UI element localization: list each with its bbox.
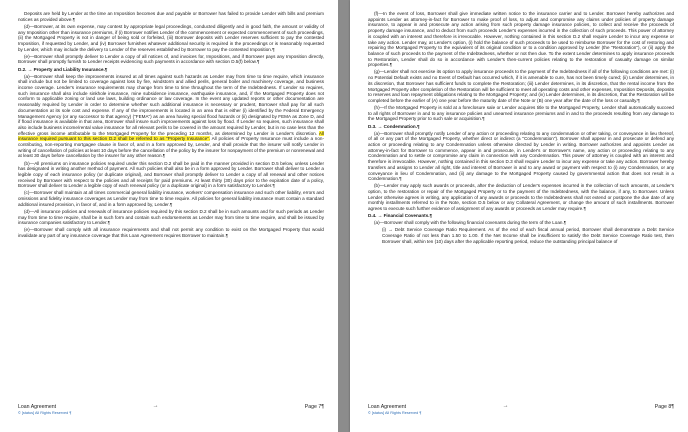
paragraph-text: (a)—Borrower shall keep the improvements insured at all times against such hazards as Lender may from time to time require, which insurance shall include but not be limited to coverage against loss by fire, windstorm and allied perils, general boiler and machinery coverage, and business income coverage. Lender's insurance requirements may change from time to time throughout the term of the Indebtedness. If Lender so requires, such insurance shall also include sinkhole insurance, mine subsidence insurance, earthquake insurance, and, if the Mortgaged Property does not conform to applicable zoning or land use laws, building ordinance or law coverage. In the event any updated reports or other documentation are reasonably required by Lender in order to determine whether such additional insurance is necessary or prudent, Borrower shall pay for all such documentation at its sole cost and expense. If any of the improvements is located in an area that is either (i) identified by the Federal Emergency Management Agency (or any successor to that agency) ("FEMA") as an area having special flood hazards or (ii) designated by FEMA as Zone D, and if flood insurance is available in that area, Borrower shall insure such improvements against loss by flood. If Lender so requires, such insurance shall also include business income/rental value insurance for all relevant perils to be covered in the amount required by Lender, but in no case less than the effective gross income attributable to the Mortgaged Property for the preceding 12 months, as determined by Lender in Lender's discretion. — [18, 73, 324, 136]
section-heading: D.2. → Property and Liability Insurance.¶ — [18, 66, 108, 72]
paragraph: (c)—Borrower shall maintain at all times commercial general liability insurance, workers' compensation insurance and such other liability, errors and omissions and fidelity insurance coverages as Lender may from time to time require. All policies for general liability insurance must contain a standard additional insured provision, in favor of, and in a form approved by, Lender.¶ — [18, 190, 324, 207]
paragraph: (f)—In the event of loss, Borrower shall give immediate written notice to the insurance carrier and to Lender. Borrower hereby authorizes and appoints Lender as attorney-in-fact for Borrower to make proof of loss, to adjust and compromise any claims under policies of property damage insurance, to appear in and prosecute any action arising from such property damage insurance policies, to collect and receive the proceeds of property damage insurance, and to deduct from such proceeds Lender's expenses incurred in the collection of such proceeds. This power of attorney is coupled with an interest and therefore is irrevocable. However, nothing contained in this section D.2 shall require Lender to incur any expense or take any action. Lender may, at Lender's option, (i) hold the balance of such proceeds to be used to reimburse Borrower for the cost of restoring and repairing the Mortgaged Property to the equivalent of its original condition or to a condition approved by Lender (the "Restoration"), or (ii) apply the balance of such proceeds to the payment of the Indebtedness, whether or not then due. To the extent Lender determines to apply insurance proceeds to Restoration, Lender shall do so in accordance with Lender's then-current policies relating to the restoration of casualty damage on similar properties.¶ — [368, 11, 674, 68]
paragraph: (h)—If the Mortgaged Property is sold at a foreclosure sale or Lender acquires title to the Mortgaged Property, Lender shall automatically succeed to all rights of Borrower in and to any insurance policies and unearned insurance premiums and in and to the proceeds resulting from any damage to the Mortgaged Property prior to such sale or acquisition.¶ — [368, 105, 674, 122]
paragraph-text: All policies of Property Insurance must include a non-contributing, non-reporting mortgagee clause in favor of, and in a form approved by, Lender, and shall provide that the insurer will notify Lender in writing of cancellation of policies at least 10 days before the cancellation of the policy by the insurer for nonpayment of the premium or nonrenewal and at least 30 days before cancellation by the insurer for any other reason.¶ — [18, 136, 324, 159]
paragraph: Deposits are held by Lender at the time an Imposition becomes due and payable or Borrower has failed to provide Lender with bills and premium notices as provided above.¶ — [18, 11, 324, 22]
paragraph: (a)—Borrower shall promptly notify Lender of any action or proceeding relating to any condemnation or other taking, or conveyance in lieu thereof, of all or any part of the Mortgaged Property, whether direct or indirect (a "Condemnation"). Borrower shall appear in and prosecute or defend any action or proceeding relating to any Condemnation unless otherwise directed by Lender in writing. Borrower authorizes and appoints Lender as attorney-in-fact for Borrower to commence, appear in and prosecute, in Lender's or Borrower's name, any action or proceeding relating to any Condemnation and to settle or compromise any claim in connection with any Condemnation. This power of attorney is coupled with an interest and therefore is irrevocable. However, nothing contained in this section D.3 shall require Lender to incur any expense or take any action. Borrower hereby transfers and assigns to Lender all right, title and interest of Borrower in and to any award or payment with respect to (i) any Condemnation, or any conveyance in lieu of Condemnation, and (ii) any damage to the Mortgaged Property caused by governmental action that does not result in a Condemnation.¶ — [368, 130, 674, 182]
footer-copyright: © [status] All Rights Reserved ¶ — [368, 411, 422, 415]
highlighted-text: All insurance required pursuant to this section D.2 shall be referred to as "Property Insurance". — [18, 130, 324, 142]
paragraph: (b)—Lender may apply such awards or proceeds, after the deduction of Lender's expenses incurred in the collection of such amounts, at Lender's option, to the restoration or repair of the Mortgaged Property or to the payment of the Indebtedness, with the balance, if any, to Borrower. Unless Lender otherwise agrees in writing, any application of any awards or proceeds to the Indebtedness shall not extend or postpone the due date of any monthly installments referred to in the Note, section D.5 below or any Collateral Agreement, or change the amount of such installments. Borrower agrees to execute such further evidence of assignment of any awards or proceeds as Lender may require.¶ — [368, 183, 674, 212]
section-heading: D.3. → Condemnation.¶ — [368, 123, 420, 129]
page-footer — [18, 404, 324, 424]
page-body — [18, 11, 324, 392]
footer-copyright: © [status] All Rights Reserved ¶ — [18, 411, 72, 415]
page-gutter — [338, 0, 350, 432]
page-7 — [0, 0, 338, 432]
footer-title: Loan Agreement — [18, 404, 57, 410]
paragraph: (b)—All premiums on insurance policies required under this section D.2 shall be paid in the manner provided in section D.5 below, unless Lender has designated in writing another method of payment. All such policies shall also be in a form approved by Lender. Borrower shall deliver to Lender a legible copy of each insurance policy (or duplicate original), and Borrower shall promptly deliver to Lender a copy of all renewal and other notices received by Borrower with respect to the policies and all receipts for paid premiums. At least thirty (30) days prior to the expiration date of a policy, Borrower shall deliver to Lender a legible copy of each renewal policy (or a duplicate original) in a form satisfactory to Lender.¶ — [18, 160, 324, 189]
page-body — [368, 11, 674, 392]
paragraph: (e)—Borrower shall promptly deliver to Lender a copy of all notices of, and invoices for, Impositions, and if Borrower pays any Imposition directly, Borrower shall promptly furnish to Lender receipts evidencing such payments in accordance with section D.5(f) below.¶ — [18, 53, 324, 65]
paragraph: (d)—Borrower, at its own expense, may contest by appropriate legal proceedings, conducted diligently and in good faith, the amount or validity of any Imposition other than insurance premiums, if (i) Borrower notifies Lender of the commencement or expected commencement of such proceedings, (ii) the Mortgaged Property is not in danger of being sold or forfeited, (iii) Borrower deposits with Lender reserves sufficient to pay the contested Imposition, if requested by Lender, and (iv) Borrower furnishes whatever additional security is required in the proceedings or is reasonably requested by Lender, which may include the delivery to Lender of the reserves established by Borrower to pay the contested Imposition.¶ — [18, 23, 324, 52]
page-footer — [368, 404, 674, 424]
page-number: Page 8¶ — [654, 404, 674, 410]
paragraph — [18, 74, 324, 160]
sub-paragraph: (i) → Debt Service Coverage Ratio Requirement. As of the end of each fiscal annual period, Borrower shall demonstrate a Debt Service Coverage Ratio of not less than 1.50 to 1.00. If the Net Income shall be insufficient to satisfy the Debt Service Coverage Ratio test, then Borrower shall, within ten (10) days after the applicable reporting period, reduce the outstanding principal balance of — [382, 227, 674, 244]
page-number: Page 7¶ — [304, 404, 324, 410]
tab-arrow-icon: → — [152, 403, 159, 409]
paragraph: (d)—All insurance policies and renewals of insurance policies required by this section D.2 shall be in such amounts and for such periods as Lender may from time to time require, shall be in such form and contain such endorsements as Lender may from time to time require, and shall be issued by insurance companies satisfactory to Lender.¶ — [18, 208, 324, 226]
paragraph: (g)—Lender shall not exercise its option to apply insurance proceeds to the payment of the Indebtedness if all of the following conditions are met: (i) no Potential Default exists and no Event of Default has occurred which, if it is amenable to cure, has not been timely cured; (ii) Lender determines, in its discretion, that Borrower has sufficient funds to complete the Restoration; (iii) Lender determines, in its discretion, that the rental income from the Mortgaged Property after completion of the Restoration will be sufficient to meet all operating costs and other expenses, Imposition Deposits, deposits to reserves and loan repayment obligations relating to the Mortgaged Property; and (iv) Lender determines, in its discretion, that the Restoration will be completed before the earlier of (A) one year before the maturity date of the Note or (B) one year after the date of the loss or casualty.¶ — [368, 69, 674, 103]
paragraph: (a)—Borrower shall comply with the following financial covenants during the term of the Loan.¶ — [374, 220, 567, 226]
section-heading: D.4. → Financial Covenants.¶ — [368, 213, 433, 219]
footer-title: Loan Agreement — [368, 404, 407, 410]
tab-arrow-icon: → — [502, 403, 509, 409]
page-8 — [350, 0, 688, 432]
paragraph: (e)—Borrower shall comply with all insurance requirements and shall not permit any condition to exist on the Mortgaged Property that would invalidate any part of any insurance coverage that this Loan Agreement requires Borrower to maintain.¶ — [18, 227, 324, 239]
